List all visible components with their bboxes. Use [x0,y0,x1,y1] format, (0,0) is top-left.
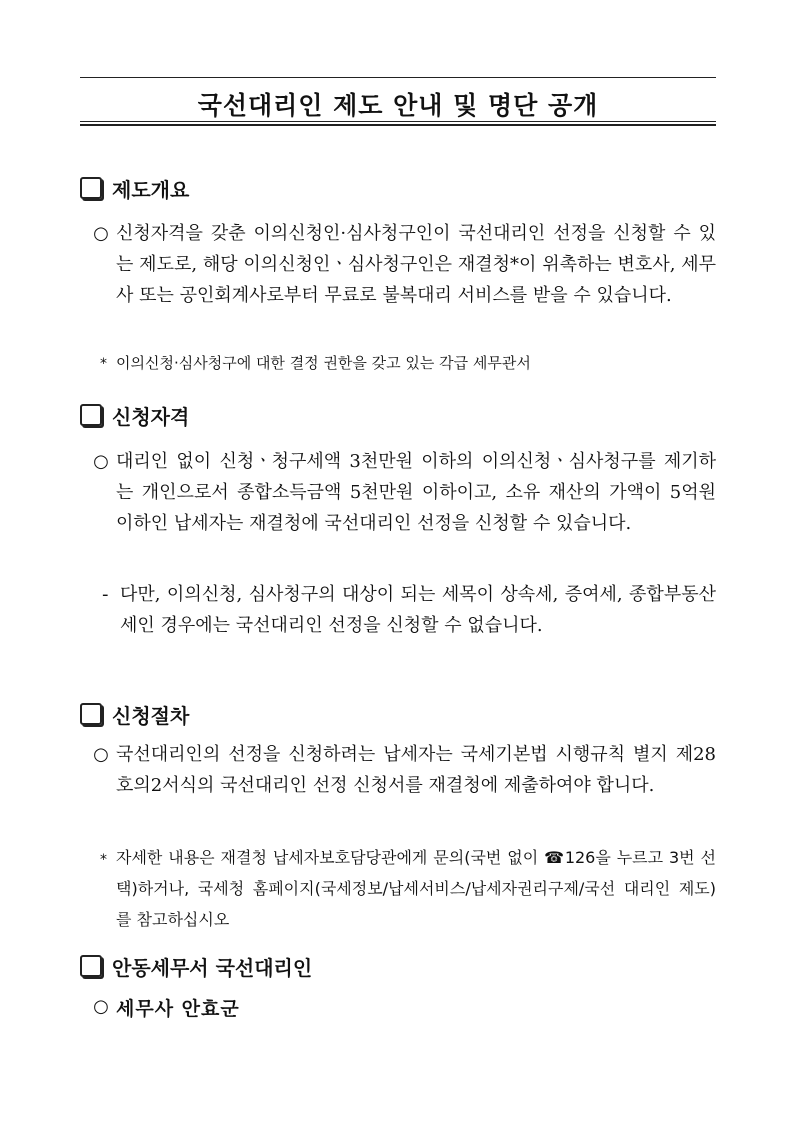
circle-bullet-icon: ○ [93,451,109,472]
title-top-rule [80,77,716,78]
representative-name: 세무사 안효군 [116,998,240,1020]
section-heading-eligibility [80,401,189,430]
title-bottom-rule [80,121,716,122]
title-bottom-rule-thick [80,124,716,126]
page-title: 국선대리인 제도 안내 및 명단 공개 [197,91,599,120]
checkbox-square-icon [80,703,102,725]
section-heading-label: 안동세무서 국선대리인 [112,956,313,980]
asterisk-note-marker: * [100,852,107,868]
dash-bullet-icon: - [102,584,109,605]
circle-bullet-icon: ○ [93,996,109,1017]
circle-bullet-icon: ○ [93,223,109,244]
section-heading-representatives [80,952,312,981]
asterisk-note-marker: * [100,356,107,372]
section-heading-label: 신청절차 [112,704,190,728]
checkbox-square-icon [80,177,102,199]
section-heading-label: 신청자격 [112,405,190,429]
section-heading-procedure [80,700,189,729]
checkbox-square-icon [80,404,102,426]
overview-footnote: 이의신청·심사청구에 대한 결정 권한을 갖고 있는 각급 세무관서 [116,354,531,372]
section-heading-label: 제도개요 [112,178,190,202]
eligibility-exception-paragraph: 다만, 이의신청, 심사청구의 대상이 되는 세목이 상속세, 증여세, 종합부동산세인 경우에는 국선대리인 선정을 신청할 수 없습니다. [120,584,716,636]
overview-paragraph: 신청자격을 갖춘 이의신청인·심사청구인이 국선대리인 선정을 신청할 수 있는 제도로, 해당 이의신청인ㆍ심사청구인은 재결청*이 위촉하는 변호사, 세무사 또는 공인회계사로부터 무료로 불복대리 서비스를 받을 수 있습니다. [116,223,716,306]
procedure-footnote: 자세한 내용은 재결청 납세자보호담당관에게 문의(국번 없이 ☎126을 누르고 3번 선택)하거나, 국세청 홈페이지(국세정보/납세서비스/납세자권리구제/국선 대리인 제도)를 참고하십시오 [116,848,716,929]
checkbox-square-icon [80,955,102,977]
section-heading-overview [80,174,189,203]
procedure-paragraph: 국선대리인의 선정을 신청하려는 납세자는 국세기본법 시행규칙 별지 제28호의2서식의 국선대리인 선정 신청서를 재결청에 제출하여야 합니다. [116,744,716,796]
eligibility-paragraph: 대리인 없이 신청ㆍ청구세액 3천만원 이하의 이의신청ㆍ심사청구를 제기하는 개인으로서 종합소득금액 5천만원 이하이고, 소유 재산의 가액이 5억원 이하인 납세자는 재결청에 국선대리인 선정을 신청할 수 있습니다. [116,451,716,534]
circle-bullet-icon: ○ [93,744,109,765]
